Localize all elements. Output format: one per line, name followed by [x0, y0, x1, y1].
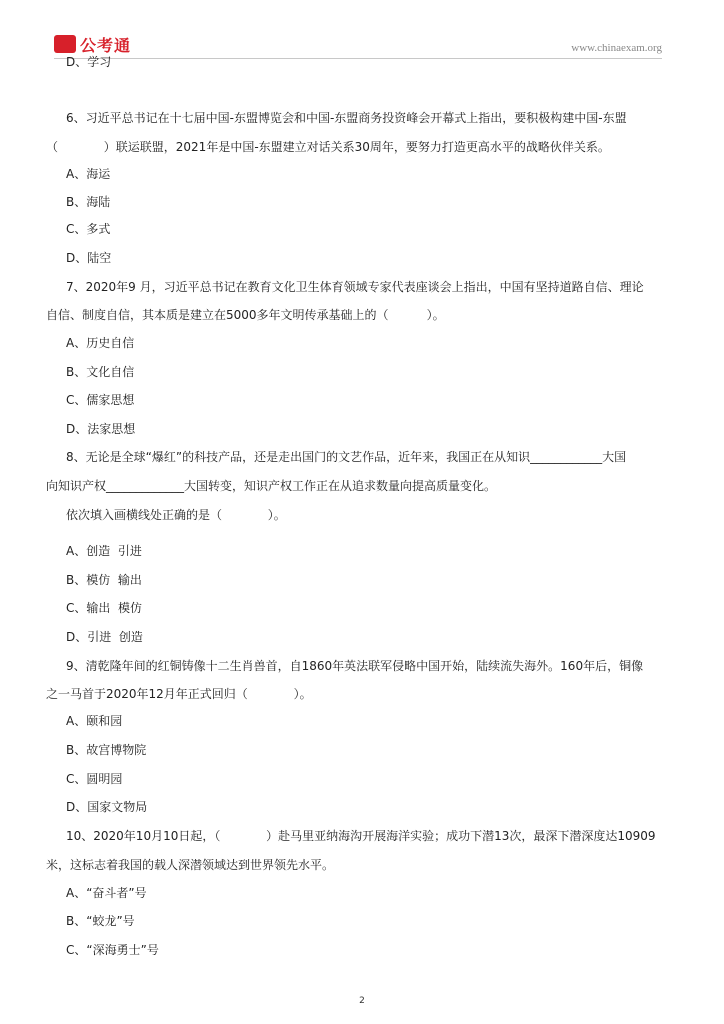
option-text: B、故宫博物院 [66, 743, 147, 757]
option-text: C、多式 [66, 222, 111, 236]
logo [54, 34, 131, 54]
question-continuation: 自信、制度自信，其本质是建立在5000多年文明传承基础上的（ ）。 [46, 308, 445, 322]
option-text: A、创造 引进 [66, 544, 142, 558]
question-continuation: （ ）联运联盟，2021年是中国-东盟建立对话关系30周年，要努力打造更高水平的战略伙伴关系。 [46, 140, 610, 154]
option-text: A、海运 [66, 167, 111, 181]
logo-text: 公考通 [80, 35, 132, 55]
option-text: B、海陆 [66, 195, 111, 209]
page-number: 2 [359, 996, 365, 1006]
option-text: D、法家思想 [66, 422, 136, 436]
question-text: 9、清乾隆年间的红铜铸像十二生肖兽首，自1860年英法联军侵略中国开始，陆续流失海外。160年后，铜像 [66, 659, 644, 673]
option-text: A、历史自信 [66, 336, 135, 350]
option-text: D、引进 创造 [66, 630, 143, 644]
option-text: C、儒家思想 [66, 393, 135, 407]
option-text: A、“奋斗者”号 [66, 886, 147, 900]
question-continuation: 米，这标志着我国的载人深潜领域达到世界领先水平。 [46, 858, 335, 872]
option-text: D、陆空 [66, 251, 112, 265]
option-text: 依次填入画横线处正确的是（ ）。 [66, 508, 286, 522]
question-text: 7、2020年9 月，习近平总书记在教育文化卫生体育领域专家代表座谈会上指出，中国有坚持道路自信、理论 [66, 280, 644, 294]
option-text: D、国家文物局 [66, 800, 148, 814]
logo-badge-icon [54, 35, 76, 53]
option-text: C、圆明园 [66, 772, 123, 786]
option-text: A、颐和园 [66, 714, 123, 728]
question-text: 10、2020年10月10日起，（ ）赴马里亚纳海沟开展海洋实验；成功下潜13次，最深下潜深度达10909 [66, 829, 656, 843]
question-continuation: 之一马首于2020年12月年正式回归（ ）。 [46, 687, 312, 701]
option-text: B、“蛟龙”号 [66, 914, 135, 928]
site-url: www.chinaexam.org [571, 42, 662, 54]
option-text: B、模仿 输出 [66, 573, 142, 587]
question-text: 8、无论是全球“爆红”的科技产品，还是走出国门的文艺作品，近年来，我国正在从知识____________大国 [66, 450, 627, 464]
page-header [54, 32, 662, 59]
option-text: C、“深海勇士”号 [66, 943, 159, 957]
question-text: 6、习近平总书记在十七届中国-东盟博览会和中国-东盟商务投资峰会开幕式上指出，要积极构建中国-东盟 [66, 111, 627, 125]
option-text: D、学习 [66, 55, 112, 69]
option-text: C、输出 模仿 [66, 601, 143, 615]
question-continuation: 向知识产权_____________大国转变，知识产权工作正在从追求数量向提高质量变化。 [46, 479, 497, 493]
option-text: B、文化自信 [66, 365, 135, 379]
